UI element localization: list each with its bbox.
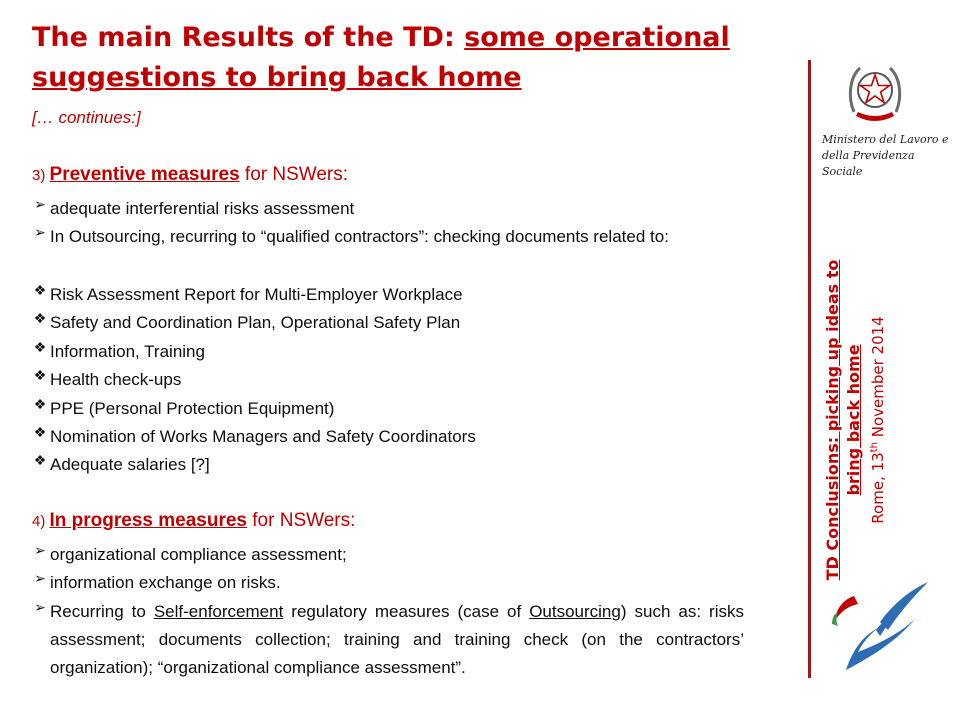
ministry-caption (822, 132, 952, 180)
sub-list-item-text: Information, Training (50, 342, 205, 361)
list-item (32, 195, 744, 223)
section-3-number: 3) (32, 167, 50, 184)
sub-list-item-text: Adequate salaries [?] (50, 455, 210, 474)
four-diamond-bullet-icon: ❖ (33, 424, 47, 440)
section-4-number: 4) (32, 513, 50, 530)
item-text-part: ) such as: risks assessment; documents collection; training and training check (on the contractors’ organization); “organizational compliance assessment”. (50, 602, 744, 677)
slide-title (32, 18, 772, 98)
list-item (32, 223, 744, 251)
sub-list-item (32, 366, 744, 394)
sub-list-item-text: PPE (Personal Protection Equipment) (50, 399, 335, 418)
italian-republic-emblem-icon (846, 60, 904, 126)
section-3-rest: for NSWers: (239, 164, 349, 185)
arrow-bullet-icon: ➢ (34, 570, 46, 586)
arrow-bullet-icon: ➢ (34, 224, 46, 240)
list-item-text (50, 598, 744, 682)
outsourcing-term: Outsourcing (529, 602, 621, 621)
section-3-heading (32, 164, 348, 186)
section-4-rest: for NSWers: (247, 510, 356, 531)
date-part: Rome, 13 (869, 452, 887, 524)
section-3-emphasis: Preventive measures (49, 164, 240, 185)
self-enforcement-term: Self-enforcement (153, 602, 284, 621)
sub-list-item-text: Risk Assessment Report for Multi-Employer Workplace (50, 285, 463, 304)
sub-list-item-text: Safety and Coordination Plan, Operational Safety Plan (50, 313, 461, 332)
list-item-text: In Outsourcing, recurring to “qualified contractors”: checking documents related to: (50, 227, 669, 246)
four-diamond-bullet-icon: ❖ (33, 339, 47, 355)
arrow-bullet-icon: ➢ (34, 542, 46, 558)
sub-list-item (32, 338, 744, 366)
date-part: November 2014 (869, 316, 887, 443)
sub-list-item-text: Nomination of Works Managers and Safety Coordinators (50, 427, 476, 446)
sub-list-item (32, 395, 744, 423)
list-item-text: information exchange on risks. (50, 573, 281, 592)
sub-list-item (32, 423, 744, 451)
title-plain: The main Results of the TD: (32, 22, 465, 53)
sub-list-item (32, 309, 744, 337)
list-item-text: adequate interferential risks assessment (50, 199, 355, 218)
section-4-emphasis: In progress measures (49, 510, 247, 531)
ministry-line-2: della Previdenza Sociale (822, 149, 915, 178)
four-diamond-bullet-icon: ❖ (33, 367, 47, 383)
four-diamond-bullet-icon: ❖ (33, 310, 47, 326)
date-suffix: th (869, 442, 880, 453)
caption-line-1: TD Conclusions: picking up ideas to (823, 259, 842, 581)
section-4-heading (32, 510, 355, 532)
vertical-divider (808, 60, 811, 678)
continues-note: [… continues:] (32, 108, 141, 127)
four-diamond-bullet-icon: ❖ (33, 452, 47, 468)
list-item (32, 569, 744, 597)
item-text-part: Recurring to (50, 602, 154, 621)
title-underlined: some operational suggestions to bring back home (32, 22, 730, 93)
list-item (32, 541, 744, 569)
stylized-bird-logo-icon (828, 578, 938, 678)
sub-list-item-text: Health check-ups (50, 370, 182, 389)
four-diamond-bullet-icon: ❖ (33, 282, 47, 298)
sub-list-item (32, 281, 744, 309)
sub-list-item (32, 451, 744, 479)
caption-line-2: bring back home (844, 344, 863, 496)
item-text-part: regulatory measures (case of (283, 602, 530, 621)
list-item-text: organizational compliance assessment; (50, 545, 347, 564)
four-diamond-bullet-icon: ❖ (33, 396, 47, 412)
list-item (32, 598, 744, 682)
ministry-line-1: Ministero del Lavoro e (822, 133, 949, 146)
arrow-bullet-icon: ➢ (34, 599, 46, 615)
arrow-bullet-icon: ➢ (34, 196, 46, 212)
